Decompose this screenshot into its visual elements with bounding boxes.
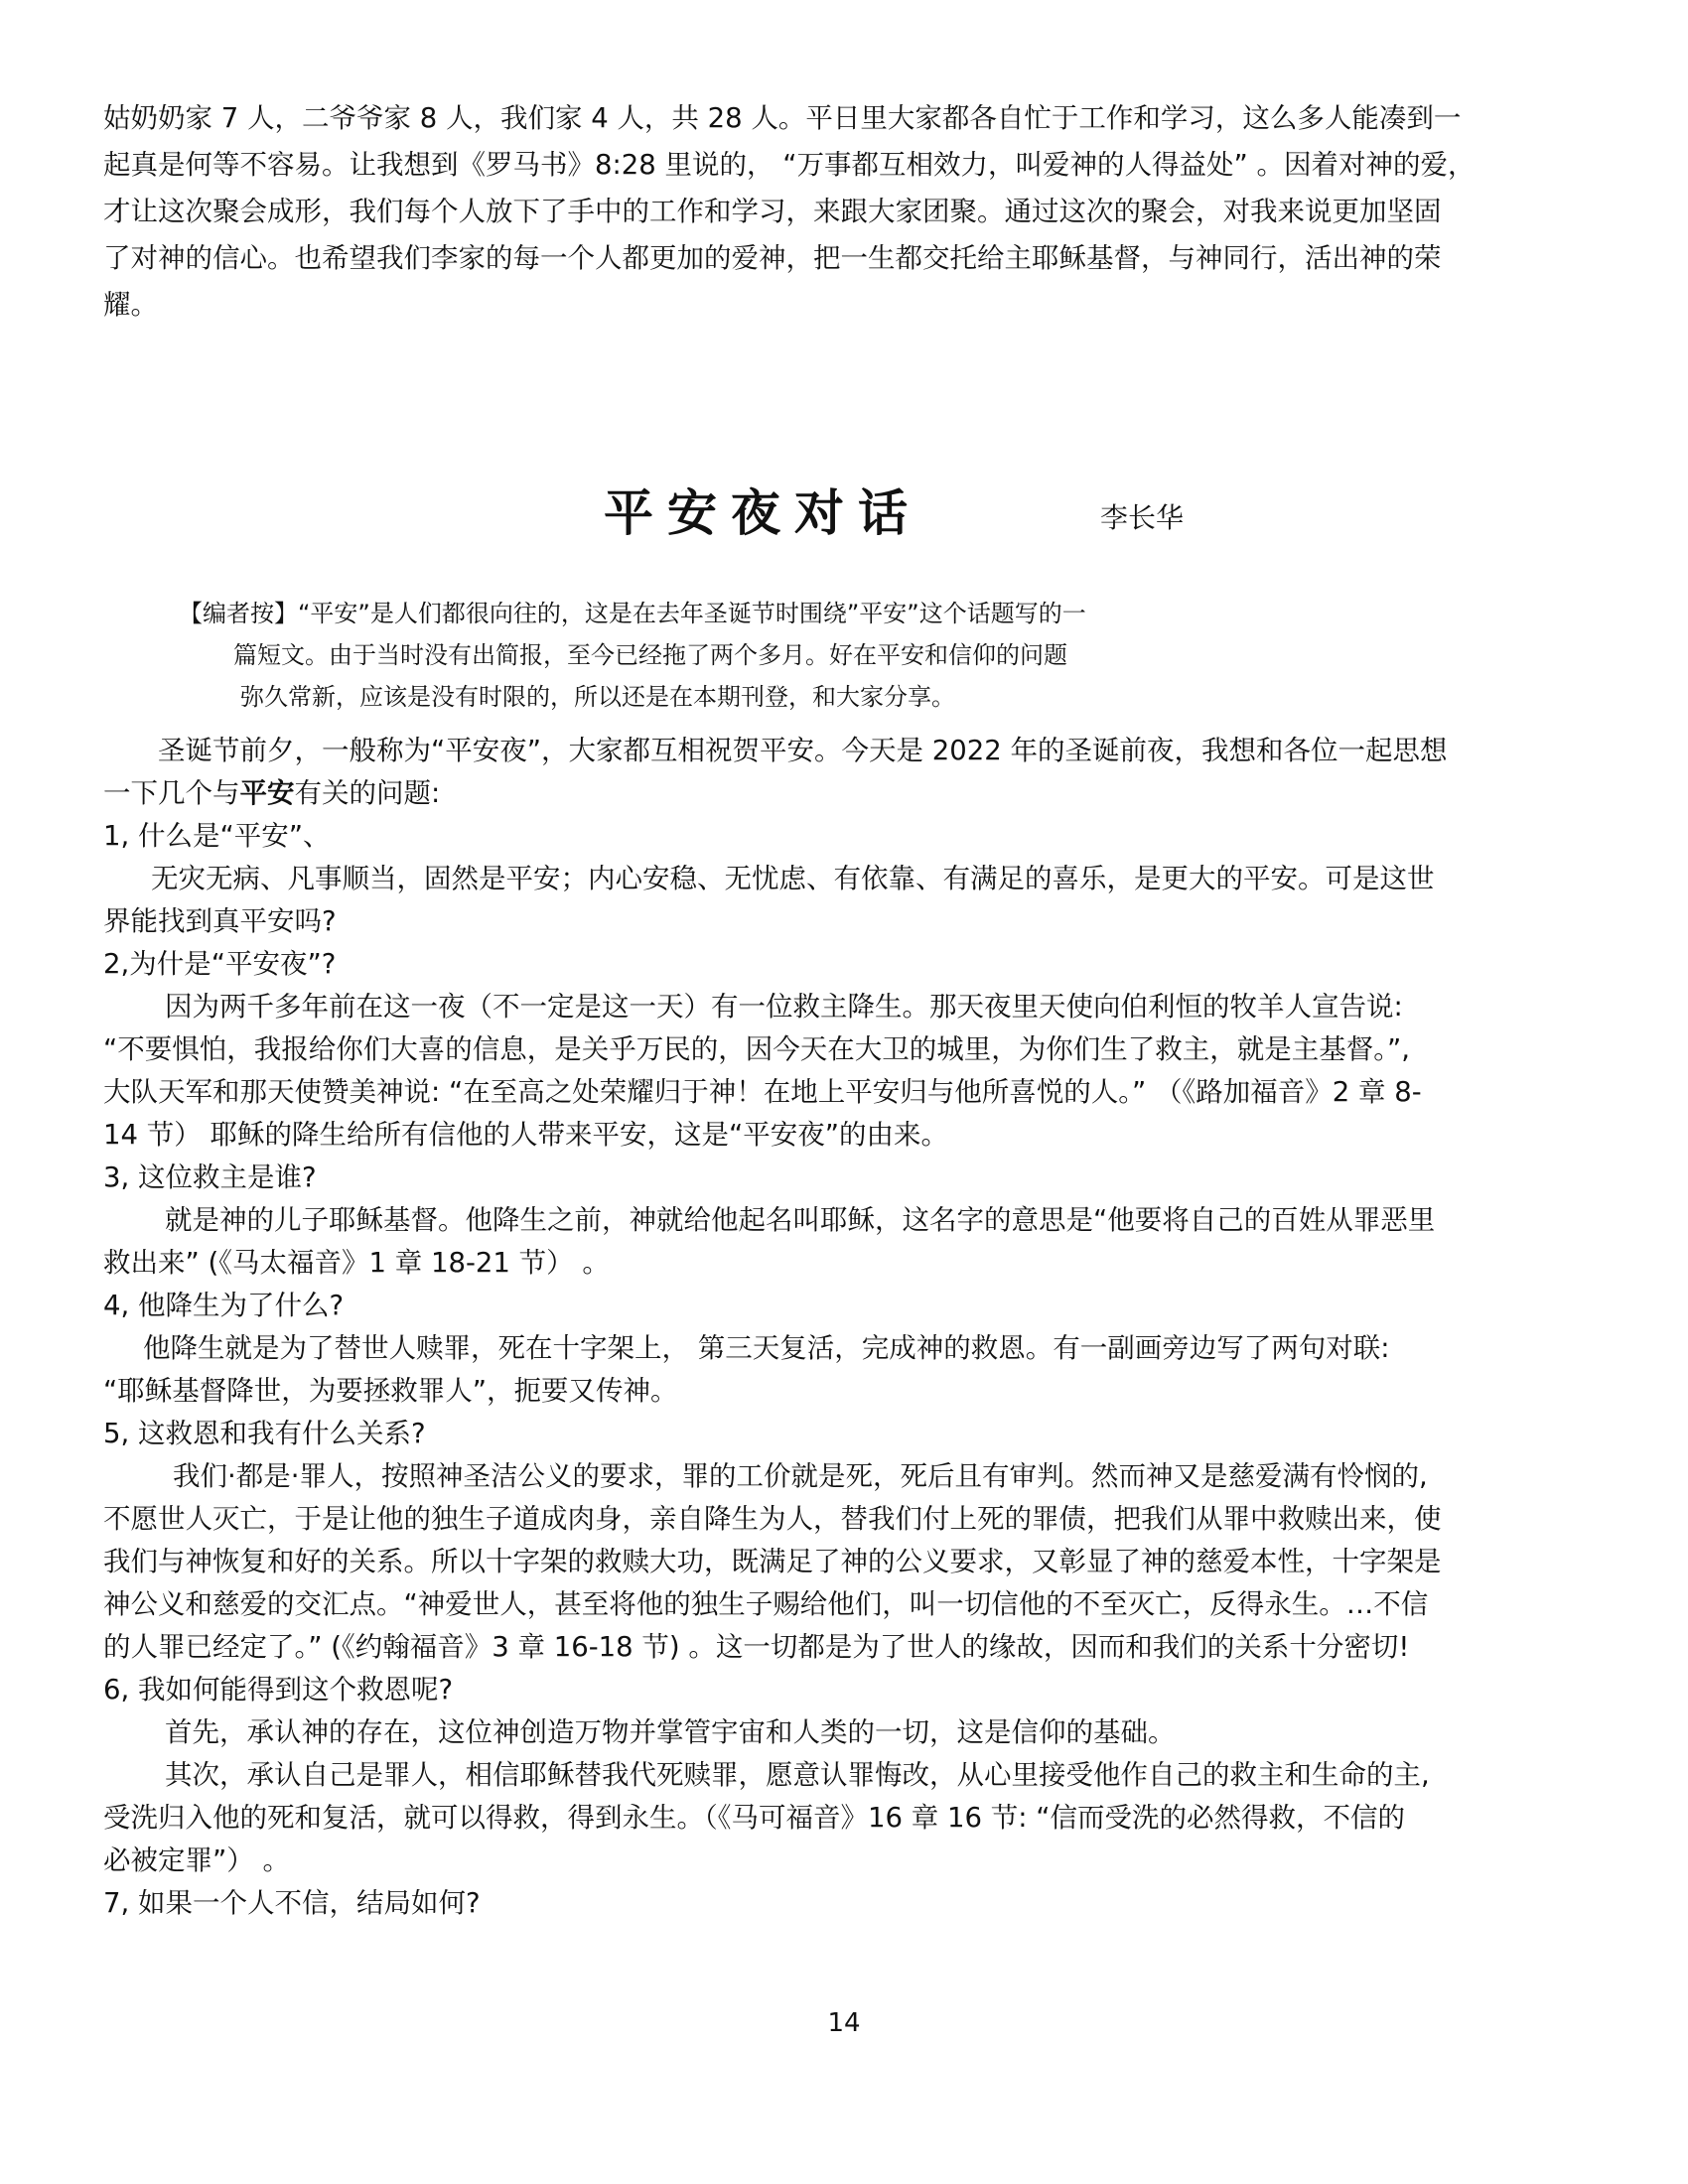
editor-note-line: 弥久常新，应该是没有时限的，所以还是在本期刊登，和大家分享。	[240, 683, 955, 711]
text-line: 不愿世人灭亡，于是让他的独生子道成肉身，亲自降生为人，替我们付上死的罪债，把我们从罪中救赎出来，使	[103, 1503, 1442, 1535]
text-line: “不要惧怕，我报给你们大喜的信息，是关乎万民的，因今天在大卫的城里，为你们生了救主，就是主基督。”,	[103, 1033, 1410, 1065]
text-line: 圣诞节前夕，一般称为“平安夜”，大家都互相祝贺平安。今天是 2022 年的圣诞前夜，我想和各位一起思想	[158, 735, 1448, 766]
text-line: 大队天军和那天使赞美神说: “在至高之处荣耀归于神！在地上平安归与他所喜悦的人。” （《路加福音》2 章 8-	[103, 1076, 1422, 1108]
text-line: 才让这次聚会成形，我们每个人放下了手中的工作和学习，来跟大家团聚。通过这次的聚会，对我来说更加坚固	[103, 196, 1442, 227]
article-title: 平安夜对话	[604, 484, 921, 542]
text-line: 无灾无病、凡事顺当，固然是平安；内心安稳、无忧虑、有依靠、有满足的喜乐，是更大的平安。可是这世	[151, 863, 1435, 894]
text-line: 的人罪已经定了。” (《约翰福音》3 章 16-18 节) 。这一切都是为了世人的缘故，因而和我们的关系十分密切!	[103, 1631, 1410, 1663]
article-author: 李长华	[1100, 501, 1185, 534]
page-number: 14	[827, 2008, 861, 2038]
text-span: 一下几个与	[103, 777, 240, 809]
text-line: 界能找到真平安吗?	[103, 905, 337, 937]
question-heading: 6, 我如何能得到这个救恩呢?	[103, 1674, 454, 1706]
text-line: 因为两千多年前在这一夜（不一定是这一天）有一位救主降生。那天夜里天使向伯利恒的牧羊人宣告说:	[165, 991, 1403, 1023]
continuation-paragraph	[103, 95, 1609, 329]
text-span: 有关的问题:	[294, 777, 441, 809]
text-line: 就是神的儿子耶稣基督。他降生之前，神就给他起名叫耶稣，这名字的意思是“他要将自己的百姓从罪恶里	[165, 1204, 1436, 1236]
question-heading: 5, 这救恩和我有什么关系?	[103, 1418, 426, 1449]
text-line: 首先，承认神的存在，这位神创造万物并掌管宇宙和人类的一切，这是信仰的基础。	[165, 1716, 1176, 1748]
text-line: 受洗归入他的死和复活，就可以得救，得到永生。（《马可福音》16 章 16 节: “信而受洗的必然得救，不信的	[103, 1802, 1405, 1834]
text-line	[103, 772, 1613, 815]
question-heading: 1, 什么是“平安”、	[103, 820, 331, 852]
text-line: 我们与神恢复和好的关系。所以十字架的救赎大功，既满足了神的公义要求，又彰显了神的慈爱本性，十字架是	[103, 1546, 1442, 1577]
text-line: 耀。	[103, 289, 158, 321]
text-line: 他降生就是为了替世人赎罪，死在十字架上， 第三天复活，完成神的救恩。有一副画旁边写了两句对联:	[143, 1332, 1390, 1364]
question-heading: 3, 这位救主是谁?	[103, 1161, 317, 1193]
text-line: 我们·都是·罪人，按照神圣洁公义的要求，罪的工价就是死，死后且有审判。然而神又是慈爱满有怜悯的,	[173, 1460, 1428, 1492]
text-line: 了对神的信心。也希望我们李家的每一个人都更加的爱神，把一生都交托给主耶稣基督，与神同行，活出神的荣	[103, 242, 1442, 274]
text-line: 救出来” (《马太福音》1 章 18-21 节） 。	[103, 1247, 610, 1279]
text-line: 起真是何等不容易。让我想到《罗马书》8:28 里说的， “万事都互相效力，叫爱神的人得益处” 。因着对神的爱，	[103, 149, 1476, 181]
article-header	[0, 478, 1688, 558]
editor-note-line: 篇短文。由于当时没有出简报，至今已经拖了两个多月。好在平安和信仰的问题	[233, 641, 1067, 669]
editor-note-line: 【编者按】“平安”是人们都很向往的，这是在去年圣诞节时围绕”平安”这个话题写的一	[179, 600, 1086, 627]
text-line: 神公义和慈爱的交汇点。“神爱世人，甚至将他的独生子赐给他们，叫一切信他的不至灭亡，反得永生。…不信	[103, 1588, 1429, 1620]
text-line: 姑奶奶家 7 人，二爷爷家 8 人，我们家 4 人，共 28 人。平日里大家都各自忙于工作和学习，这么多人能凑到一	[103, 102, 1462, 134]
emphasis-text: 平安	[239, 777, 295, 809]
editor-note	[179, 593, 1291, 718]
text-line: 14 节） 耶稣的降生给所有信他的人带来平安，这是“平安夜”的由来。	[103, 1119, 948, 1151]
question-heading: 4, 他降生为了什么?	[103, 1290, 345, 1321]
text-line: “耶稣基督降世，为要拯救罪人”，扼要又传神。	[103, 1375, 678, 1407]
text-line: 必被定罪”） 。	[103, 1844, 290, 1876]
text-line: 其次，承认自己是罪人，相信耶稣替我代死赎罪，愿意认罪悔改，从心里接受他作自己的救主和生命的主,	[165, 1759, 1430, 1791]
article-body	[103, 730, 1613, 1925]
question-heading: 7, 如果一个人不信，结局如何?	[103, 1887, 481, 1919]
question-heading: 2,为什是“平安夜”?	[103, 948, 337, 980]
